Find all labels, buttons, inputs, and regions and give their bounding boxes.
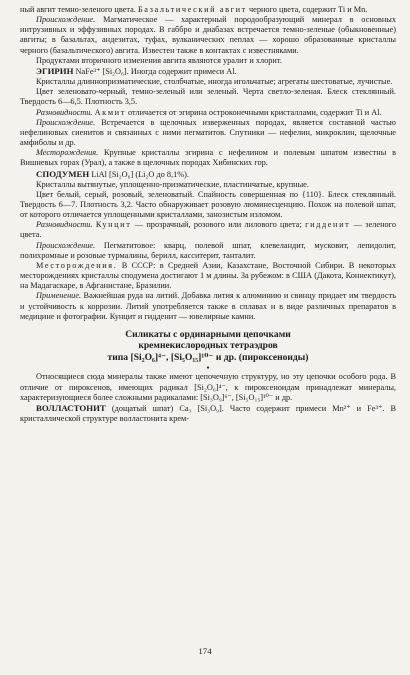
mineral-name: СПОДУМЕН bbox=[36, 168, 90, 179]
section-label: Разновидности. bbox=[36, 107, 93, 117]
section-title bbox=[20, 329, 396, 364]
heading-spodumene bbox=[20, 169, 396, 180]
section-label: Применение. bbox=[36, 291, 82, 301]
paragraph-pyroxenoids-intro: Относящиеся сюда минералы также имеют цепочечную структуру, но эту цепочки особого рода. В отличие от пироксенов, имеющих радикал [Si₂O₆]⁴⁻, к пироксеноидам принадлежат минералы, характеризующиеся более сложными радикалами: [Si₃O₉]⁶⁻, [Si₅O₁₅]¹⁰⁻ и др. bbox=[20, 372, 396, 402]
text: Магматическое — характерный породообразующий минерал в основных интрузивных и эффузивных породах. В габбро и диабазах встречается темно-зеленые (обыкновенные) авгиты; в базальтах, андезитах, туфах, вулканических пеплах — хорошо образованные кристаллы черного (базальтического) авгита. Известен также в контактах с известняками. bbox=[20, 15, 397, 55]
variety-kunzite: Кунцит bbox=[95, 220, 132, 230]
paragraph-augite-alteration: Продуктами вторичного изменения авгита являются уралит и хлорит. bbox=[36, 55, 282, 65]
section-label: Происхождение. bbox=[36, 117, 96, 127]
text: Крупные кристаллы эгирина с нефелином и полевым шпатом известны в Вишневых горах (Урал), а также в щелочных породах Хибинских гор. bbox=[20, 148, 397, 168]
paragraph-aegirine-origin bbox=[20, 118, 396, 148]
section-label: Происхождение. bbox=[36, 15, 96, 25]
section-label: Разновидности. bbox=[36, 220, 93, 230]
paragraph-aegirine-deposits bbox=[20, 148, 396, 168]
paragraph-augite-origin bbox=[20, 15, 396, 56]
text: — зеленого цвета. bbox=[20, 220, 397, 240]
text: черного цвета, содержит Ti и Mn. bbox=[248, 5, 368, 14]
heading-wollastonite bbox=[20, 403, 396, 424]
heading-aegirine bbox=[20, 66, 396, 77]
paragraph-spodumene-crystals: Кристаллы вытянутые, уплощенно-призматические, пластинчатые, крупные. bbox=[36, 179, 309, 189]
text: Важнейшая руда на литий. Добавка лития к алюминию и свинцу придает им твердость и устойчивость к коррозии. Литий употребляется также в сплавах и в виде различных препаратов в медицине и фотографии. Кунцит и гидденит — ювелирные камни. bbox=[20, 291, 396, 321]
paragraph-spodumene-origin bbox=[20, 241, 396, 261]
page-number: 174 bbox=[198, 646, 212, 656]
paragraph-aegirine-properties: Цвет зеленовато-черный, темно-зеленый или зеленый. Черта светло-зеленая. Блеск стеклянный. Твердость 6—6,5. Плотность 3,5. bbox=[20, 87, 396, 107]
bullet-icon: ● bbox=[206, 366, 210, 372]
variety-basaltic-augite: Базальтический авгит bbox=[137, 5, 247, 14]
paragraph-spodumene-application bbox=[20, 291, 396, 321]
mineral-name: ВОЛЛАСТОНИТ bbox=[36, 402, 106, 413]
section-title-line: типа [Si₂O₆]⁴⁻, [Si₅O₁₅]¹⁰⁻ и др. (пироксеноиды) bbox=[107, 351, 309, 363]
section-label: Месторождения. bbox=[36, 260, 118, 270]
text: (дощатый шпат) Ca₃ [Si₃O₉]. Часто содержит примеси Mn²⁺ и Fe³⁺. В кристаллической структуре волластонита крем- bbox=[20, 403, 396, 423]
variety-hiddenite: гидденит bbox=[305, 220, 351, 230]
text: — прозрачный, розового или лилового цвета; bbox=[134, 220, 302, 230]
mineral-name: ЭГИРИН bbox=[36, 65, 74, 76]
variety-acmite: Акмит bbox=[94, 107, 126, 117]
section-label: Происхождение. bbox=[36, 240, 96, 250]
formula: NaFe³⁺ [Si₂O₆]. Иногда содержит примеси Al. bbox=[75, 66, 237, 76]
paragraph-aegirine-crystals: Кристаллы длиннопризматические, столбчатые, иногда игольчатые; агрегаты шестоватые, лучистые. bbox=[36, 77, 393, 87]
paragraph-aegirine-varieties bbox=[20, 108, 396, 118]
text: ный авгит темно-зеленого цвета. bbox=[20, 5, 136, 14]
section-title-line: Силикаты с ординарными цепочками bbox=[125, 328, 291, 340]
text: Пегматитовое: кварц, полевой шпат, клевеландит, мусковит, лепидолит, полихромные и розовые турмалины, берилл, касситерит, танталит. bbox=[20, 240, 396, 260]
section-label: Месторождения. bbox=[36, 148, 99, 158]
text: Встречается в щелочных изверженных породах, является составной частью нефелиновых сиенитов и связанных с ними пегматитов. Спутники — нефелин, микроклин, щелочные амфиболы и др. bbox=[20, 117, 397, 148]
paragraph-spodumene-varieties bbox=[20, 220, 396, 240]
formula: LiAl [Si₂O₆] (Li₂O до 8,1%). bbox=[91, 169, 190, 179]
paragraph-spodumene-properties: Цвет белый, серый, розовый, зеленоватый. Спайность совершенная по {110}. Блеск стеклянный. Твердость 6—7. Плотность 3,2. Часто обнаруживает розовую люминесценцию. Похож на полевой шпат, от которого отличается уплощенными кристаллами, занозистым изломом. bbox=[20, 189, 396, 220]
text: отличается от эгирина остроконечными кристаллами, содержит Ti и Al. bbox=[128, 107, 382, 117]
text: В СССР: в Средней Азии, Казахстане, Восточной Сибири. В некоторых месторождениях кристаллы сподумена достигают 1 м длины. За рубежом: в США (Дакота, Коннектикут), на Мадагаскаре, в Афганистане, Бразилии. bbox=[20, 260, 396, 291]
paragraph-augite-end bbox=[20, 5, 396, 15]
paragraph-spodumene-deposits bbox=[20, 261, 396, 291]
section-title-line: кремнекислородных тетраэдров bbox=[138, 340, 278, 352]
